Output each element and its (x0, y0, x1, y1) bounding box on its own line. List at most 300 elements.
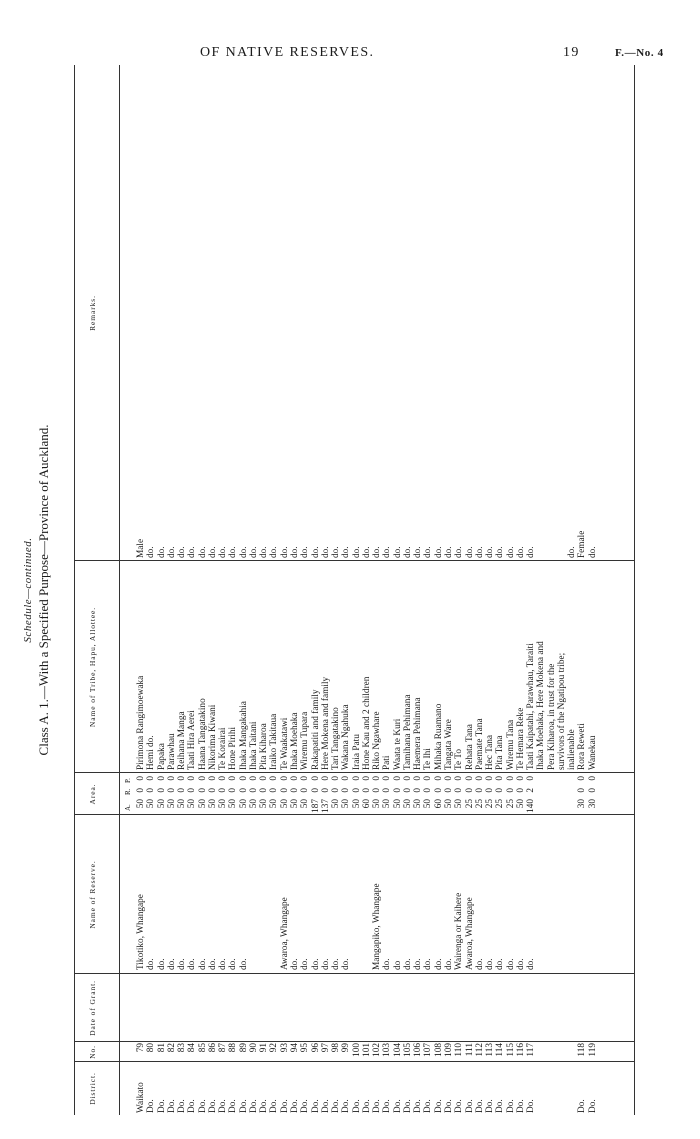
table-cell-p: 0 (464, 776, 475, 781)
table-cell-no: 93 (279, 1043, 290, 1053)
area-unit-roods: R. (124, 788, 132, 795)
table-cell-district: Do. (320, 1099, 331, 1113)
table-cell-allottee: Hec Tana (485, 734, 496, 770)
table-cell-remarks: do. (187, 546, 198, 558)
table-cell-p: 0 (207, 776, 218, 781)
table-cell-remarks: do. (413, 546, 424, 558)
table-cell-reserve: do. (474, 958, 485, 970)
table-cell-r: 0 (197, 788, 208, 793)
table-cell-p: 0 (433, 776, 444, 781)
table-cell-remarks: do. (166, 546, 177, 558)
table-cell-r: 0 (331, 788, 342, 793)
table-cell-district: Do. (269, 1099, 280, 1113)
table-cell-no: 84 (187, 1043, 198, 1053)
table-cell-r: 0 (248, 788, 259, 793)
table-cell-a: 50 (454, 799, 465, 809)
table-cell-r: 0 (259, 788, 270, 793)
table-cell-p: 0 (587, 776, 598, 781)
table-cell-r: 0 (382, 788, 393, 793)
table-cell-r: 2 (526, 788, 537, 793)
table-cell-no: 96 (310, 1043, 321, 1053)
table-cell-allottee: Ihaka Taitani (248, 721, 259, 770)
table-cell-a: 25 (495, 799, 506, 809)
table-cell-no: 111 (464, 1043, 475, 1057)
table-cell-remarks: do. (207, 546, 218, 558)
table-cell-reserve (567, 817, 577, 970)
table-cell-district: Do. (341, 1099, 352, 1113)
table-cell-p (536, 776, 546, 785)
table-cell-a: 50 (413, 799, 424, 809)
table-cell-remarks: do. (320, 546, 331, 558)
table-cell-r: 0 (269, 788, 280, 793)
col-header-date-of-grant: Date of Grant. (88, 980, 97, 1036)
table-cell-allottee: Nikorima Kiwani (207, 704, 218, 770)
table-cell-reserve: Wairenga or Kaihere (454, 892, 465, 970)
table-cell-remarks: do. (495, 546, 506, 558)
table-cell-district: Do. (279, 1099, 290, 1113)
table-cell-p: 0 (351, 776, 362, 781)
table-cell-r: 0 (454, 788, 465, 793)
table-cell-allottee: Pera Kiharoa, in trust for the (546, 663, 557, 770)
table-cell-no: 91 (259, 1043, 270, 1053)
table-cell-r: 0 (361, 788, 372, 793)
table-cell-reserve (352, 817, 362, 970)
table-cell-allottee: Taati Hira Aerei (187, 710, 198, 770)
table-cell-remarks: do. (587, 546, 598, 558)
table-cell-reserve: do. (207, 958, 218, 970)
table-cell-no: 97 (320, 1043, 331, 1053)
table-cell-p: 0 (300, 776, 311, 781)
table-cell-p: 0 (248, 776, 259, 781)
table-cell-allottee: Paemate Tana (474, 718, 485, 770)
table-cell-a: 50 (372, 799, 383, 809)
table-cell-district (557, 1063, 567, 1113)
table-cell-r: 0 (464, 788, 475, 793)
table-cell-a: 140 (526, 799, 537, 813)
table-cell-reserve: Awaroa, Whangape (464, 897, 475, 970)
table-cell-reserve: do. (423, 958, 434, 970)
table-cell-no: 115 (505, 1043, 516, 1057)
table-cell-district: Do. (372, 1099, 383, 1113)
table-cell-no: 80 (146, 1043, 157, 1053)
table-bottom-rule (634, 65, 635, 1115)
table-cell-a: 25 (485, 799, 496, 809)
table-cell-remarks: do. (443, 546, 454, 558)
table-cell-allottee: Reihana Manga (177, 711, 188, 770)
table-cell-district: Do. (310, 1099, 321, 1113)
table-cell-r: 0 (300, 788, 311, 793)
table-cell-p: 0 (228, 776, 239, 781)
rotated-schedule-page (20, 65, 640, 1115)
table-cell-reserve: do. (166, 958, 177, 970)
table-cell-r: 0 (423, 788, 434, 793)
table-cell-a: 50 (248, 799, 259, 809)
page-number: 19 (563, 45, 580, 60)
table-cell-no: 103 (382, 1043, 393, 1057)
table-cell-district: Do. (331, 1099, 342, 1113)
table-cell-p (567, 776, 577, 785)
table-cell-no: 88 (228, 1043, 239, 1053)
col-header-no: No. (88, 1045, 97, 1059)
table-cell-no (536, 1043, 546, 1061)
table-cell-allottee: Wakana Ngahuka (341, 704, 352, 770)
column-divider (74, 560, 634, 561)
table-cell-reserve: Mangapiko, Whangape (372, 883, 383, 970)
table-cell-a: 50 (156, 799, 167, 809)
table-cell-district: Do. (464, 1099, 475, 1113)
table-cell-p (557, 776, 567, 785)
table-cell-r: 0 (495, 788, 506, 793)
table-cell-district: Do. (526, 1099, 537, 1113)
table-cell-a: 50 (392, 799, 403, 809)
col-header-remarks: Remarks. (88, 295, 97, 331)
table-cell-r: 0 (433, 788, 444, 793)
table-cell-p: 0 (259, 776, 270, 781)
schedule-caption: Schedule—continued. (22, 537, 34, 643)
table-cell-r: 0 (289, 788, 300, 793)
table-cell-p: 0 (505, 776, 516, 781)
table-cell-a: 50 (423, 799, 434, 809)
table-cell-district: Do. (300, 1099, 311, 1113)
table-cell-no: 110 (454, 1043, 465, 1057)
table-cell-remarks: do. (248, 546, 259, 558)
table-cell-p: 0 (495, 776, 506, 781)
table-cell-r: 0 (505, 788, 516, 793)
table-cell-no: 90 (248, 1043, 259, 1053)
table-cell-district: Do. (423, 1099, 434, 1113)
table-cell-allottee: Haana Tangatakino (197, 698, 208, 770)
table-cell-district: Do. (485, 1099, 496, 1113)
table-cell-reserve: do. (515, 958, 526, 970)
table-cell-p: 0 (382, 776, 393, 781)
table-cell-a: 137 (320, 799, 331, 813)
table-cell-a: 50 (259, 799, 270, 809)
table-cell-reserve: do. (382, 958, 393, 970)
table-cell-no: 117 (526, 1043, 537, 1057)
table-cell-reserve: do. (197, 958, 208, 970)
table-cell-r: 0 (279, 788, 290, 793)
table-cell-r: 0 (228, 788, 239, 793)
table-cell-district: Do. (454, 1099, 465, 1113)
table-cell-r: 0 (587, 788, 598, 793)
column-divider (74, 973, 634, 974)
table-cell-no: 118 (577, 1043, 588, 1057)
table-cell-remarks: do. (505, 546, 516, 558)
table-cell-district: Waikato (136, 1082, 146, 1113)
table-cell-allottee: survivors of the Ngatipou tribe; (556, 652, 567, 770)
table-cell-r: 0 (485, 788, 496, 793)
table-cell-allottee: Riko Ngawhare (372, 711, 383, 770)
col-header-district: District. (88, 1072, 97, 1105)
table-cell-district: Do. (587, 1099, 598, 1113)
table-cell-remarks: do. (156, 546, 167, 558)
table-cell-no: 106 (413, 1043, 424, 1057)
table-cell-reserve: do (392, 960, 403, 970)
table-cell-p: 0 (279, 776, 290, 781)
table-cell-r: 0 (238, 788, 249, 793)
table-cell-reserve: do. (218, 958, 229, 970)
table-cell-reserve (269, 817, 279, 970)
table-cell-allottee: Iraia Patu (351, 734, 362, 770)
table-cell-district (567, 1063, 577, 1113)
table-cell-r (536, 788, 546, 797)
table-cell-a: 60 (361, 799, 372, 809)
table-cell-remarks: Female (577, 530, 588, 558)
table-cell-allottee: Ihaka Moehaka (289, 712, 300, 770)
table-cell-allottee: Hone Kau and 2 children (361, 676, 372, 770)
table-cell-reserve (536, 817, 546, 970)
table-cell-no: 105 (402, 1043, 413, 1057)
table-cell-reserve (577, 817, 587, 970)
table-cell-reserve: do. (443, 958, 454, 970)
table-cell-no: 99 (341, 1043, 352, 1053)
table-cell-allottee: Waata te Kuri (392, 718, 403, 770)
header-rule (119, 65, 120, 1115)
table-cell-allottee: Rora Reweti (577, 723, 588, 770)
table-cell-district: Do. (248, 1099, 259, 1113)
table-cell-reserve: do. (320, 958, 331, 970)
table-cell-a: 50 (197, 799, 208, 809)
table-cell-r: 0 (341, 788, 352, 793)
table-cell-district: Do. (207, 1099, 218, 1113)
table-cell-district: Do. (238, 1099, 249, 1113)
table-cell-no: 87 (218, 1043, 229, 1053)
area-unit-acres: A. (124, 804, 132, 811)
table-cell-no: 112 (474, 1043, 485, 1057)
table-cell-allottee: Parawhau (166, 733, 177, 770)
table-cell-allottee: Tari Tangatakino (331, 707, 342, 770)
table-cell-p: 0 (515, 776, 526, 781)
table-cell-a: 50 (207, 799, 218, 809)
table-cell-p: 0 (577, 776, 588, 781)
table-cell-no: 101 (361, 1043, 372, 1057)
table-cell-a: 50 (300, 799, 311, 809)
table-cell-allottee: Papaka (156, 743, 167, 770)
table-cell-remarks: do. (361, 546, 372, 558)
table-cell-allottee: Wiremu Tana (505, 719, 516, 770)
table-cell-a: 50 (238, 799, 249, 809)
table-cell-p: 0 (156, 776, 167, 781)
table-cell-a: 50 (166, 799, 177, 809)
table-cell-p: 0 (526, 776, 537, 781)
table-cell-a: 50 (218, 799, 229, 809)
table-cell-p: 0 (413, 776, 424, 781)
table-cell-remarks: do. (526, 546, 537, 558)
table-cell-remarks: do. (382, 546, 393, 558)
table-cell-district: Do. (187, 1099, 198, 1113)
table-cell-no (567, 1043, 577, 1061)
table-cell-r (547, 788, 557, 797)
area-unit-perches: P. (124, 778, 132, 783)
table-cell-r: 0 (320, 788, 331, 793)
table-cell-p: 0 (177, 776, 188, 781)
table-cell-district: Do. (259, 1099, 270, 1113)
table-cell-no (547, 1043, 557, 1061)
table-top-rule (74, 65, 75, 1115)
table-cell-remarks (536, 498, 546, 558)
table-cell-allottee: Pita Kiharoa (259, 723, 270, 770)
table-cell-district: Do. (197, 1099, 208, 1113)
table-cell-reserve (547, 817, 557, 970)
table-cell-allottee: Here Mokena and family (320, 676, 331, 770)
table-cell-reserve: do. (505, 958, 516, 970)
table-cell-remarks: do. (269, 546, 280, 558)
table-cell-remarks: do. (238, 546, 249, 558)
table-cell-reserve: do. (228, 958, 239, 970)
table-cell-district: Do. (515, 1099, 526, 1113)
table-cell-reserve: Awaroa, Whangape (279, 897, 290, 970)
table-cell-allottee: Te Hemara Reke (515, 707, 526, 770)
table-cell-remarks: do. (567, 546, 578, 558)
table-cell-r: 0 (207, 788, 218, 793)
table-cell-r: 0 (166, 788, 177, 793)
table-cell-a: 25 (474, 799, 485, 809)
table-cell-district: Do. (402, 1099, 413, 1113)
table-cell-a: 25 (464, 799, 475, 809)
table-cell-allottee: Iraiko Takitaua (269, 713, 280, 770)
table-cell-remarks: do. (310, 546, 321, 558)
table-cell-r: 0 (392, 788, 403, 793)
table-cell-allottee: Tangata Ware (443, 719, 454, 770)
table-cell-r: 0 (136, 788, 146, 793)
col-header-name-of-reserve: Name of Reserve. (88, 860, 97, 929)
table-cell-remarks: Male (136, 538, 146, 558)
table-cell-allottee: Haemera Pehimana (413, 697, 424, 770)
table-cell-r: 0 (156, 788, 167, 793)
table-cell-r: 0 (515, 788, 526, 793)
table-cell-reserve: do. (300, 958, 311, 970)
table-cell-no: 79 (136, 1043, 146, 1053)
table-cell-allottee: Rakapatiti and family (310, 689, 321, 770)
table-cell-reserve: do. (526, 958, 537, 970)
table-cell-remarks: do. (454, 546, 465, 558)
table-cell-remarks: do. (289, 546, 300, 558)
table-cell-allottee: Hemi do. (146, 735, 157, 770)
table-cell-r (557, 788, 567, 797)
table-cell-reserve: do. (413, 958, 424, 970)
table-cell-remarks: do. (279, 546, 290, 558)
table-cell-reserve: do. (341, 958, 352, 970)
table-cell-reserve: do. (402, 958, 413, 970)
table-cell-p: 0 (485, 776, 496, 781)
table-cell-remarks: do. (228, 546, 239, 558)
table-cell-p: 0 (218, 776, 229, 781)
table-cell-no: 86 (207, 1043, 218, 1053)
table-cell-p: 0 (372, 776, 383, 781)
table-cell-remarks: do. (197, 546, 208, 558)
allottee-column (136, 563, 598, 770)
table-cell-r: 0 (443, 788, 454, 793)
table-cell-reserve: do. (156, 958, 167, 970)
table-cell-district: Do. (361, 1099, 372, 1113)
table-cell-district: Do. (443, 1099, 454, 1113)
table-cell-remarks: do. (433, 546, 444, 558)
table-cell-allottee: Te Ihi (423, 748, 434, 770)
table-cell-a (557, 799, 567, 815)
table-cell-no: 98 (331, 1043, 342, 1053)
table-cell-reserve (557, 817, 567, 970)
table-cell-p: 0 (341, 776, 352, 781)
document-reference: F.—No. 4 (615, 47, 664, 59)
table-cell-district: Do. (228, 1099, 239, 1113)
table-cell-r: 0 (402, 788, 413, 793)
table-cell-remarks: do. (331, 546, 342, 558)
table-cell-no: 114 (495, 1043, 506, 1057)
remarks-column (136, 498, 598, 558)
table-cell-district: Do. (218, 1099, 229, 1113)
table-cell-district: Do. (166, 1099, 177, 1113)
table-cell-r: 0 (372, 788, 383, 793)
table-cell-reserve (362, 817, 372, 970)
table-cell-remarks: do. (392, 546, 403, 558)
table-cell-remarks: do. (259, 546, 270, 558)
table-cell-no: 109 (443, 1043, 454, 1057)
table-cell-a: 50 (341, 799, 352, 809)
table-cell-no: 108 (433, 1043, 444, 1057)
table-cell-a: 50 (443, 799, 454, 809)
table-cell-no: 107 (423, 1043, 434, 1057)
table-cell-reserve: do. (485, 958, 496, 970)
table-cell-allottee: Hone Pirihi (228, 726, 239, 770)
table-cell-p: 0 (474, 776, 485, 781)
table-cell-r: 0 (187, 788, 198, 793)
table-cell-reserve: do. (238, 958, 249, 970)
table-cell-remarks: do. (300, 546, 311, 558)
table-cell-reserve: do. (187, 958, 198, 970)
table-cell-allottee: Wiremu Tupara (300, 711, 311, 770)
class-title: Class A. 1.—With a Specified Purpose—Province of Auckland. (36, 424, 51, 756)
table-cell-no: 100 (351, 1043, 362, 1057)
column-divider (74, 1061, 634, 1062)
table-cell-district: Do. (156, 1099, 167, 1113)
table-cell-allottee: Te Korairai (218, 727, 229, 770)
table-cell-no: 102 (372, 1043, 383, 1057)
table-cell-no: 95 (300, 1043, 311, 1053)
table-cell-allottee: Te To (454, 749, 465, 770)
table-cell-p: 0 (289, 776, 300, 781)
table-cell-reserve (249, 817, 259, 970)
table-cell-r: 0 (146, 788, 157, 793)
table-cell-no: 104 (392, 1043, 403, 1057)
table-cell-remarks: do. (218, 546, 229, 558)
table-cell-p: 0 (166, 776, 177, 781)
table-cell-p: 0 (146, 776, 157, 781)
table-cell-reserve (588, 817, 598, 970)
table-cell-district: Do. (351, 1099, 362, 1113)
table-cell-remarks: do. (485, 546, 496, 558)
district-column (136, 1063, 598, 1113)
table-cell-reserve: do. (495, 958, 506, 970)
reserve-column (136, 817, 598, 970)
table-cell-district (536, 1063, 546, 1113)
table-cell-district: Do. (289, 1099, 300, 1113)
table-cell-a: 60 (433, 799, 444, 809)
column-divider (74, 1041, 634, 1042)
table-cell-reserve (259, 817, 269, 970)
table-cell-a: 50 (351, 799, 362, 809)
table-cell-reserve: do. (433, 958, 444, 970)
table-cell-a: 50 (402, 799, 413, 809)
table-cell-p: 0 (331, 776, 342, 781)
table-cell-r: 0 (577, 788, 588, 793)
table-cell-a: 187 (310, 799, 321, 813)
table-cell-p: 0 (197, 776, 208, 781)
table-cell-p (547, 776, 557, 785)
table-cell-no: 83 (177, 1043, 188, 1053)
table-cell-p: 0 (187, 776, 198, 781)
number-column (136, 1043, 598, 1061)
table-cell-remarks: do. (177, 546, 188, 558)
